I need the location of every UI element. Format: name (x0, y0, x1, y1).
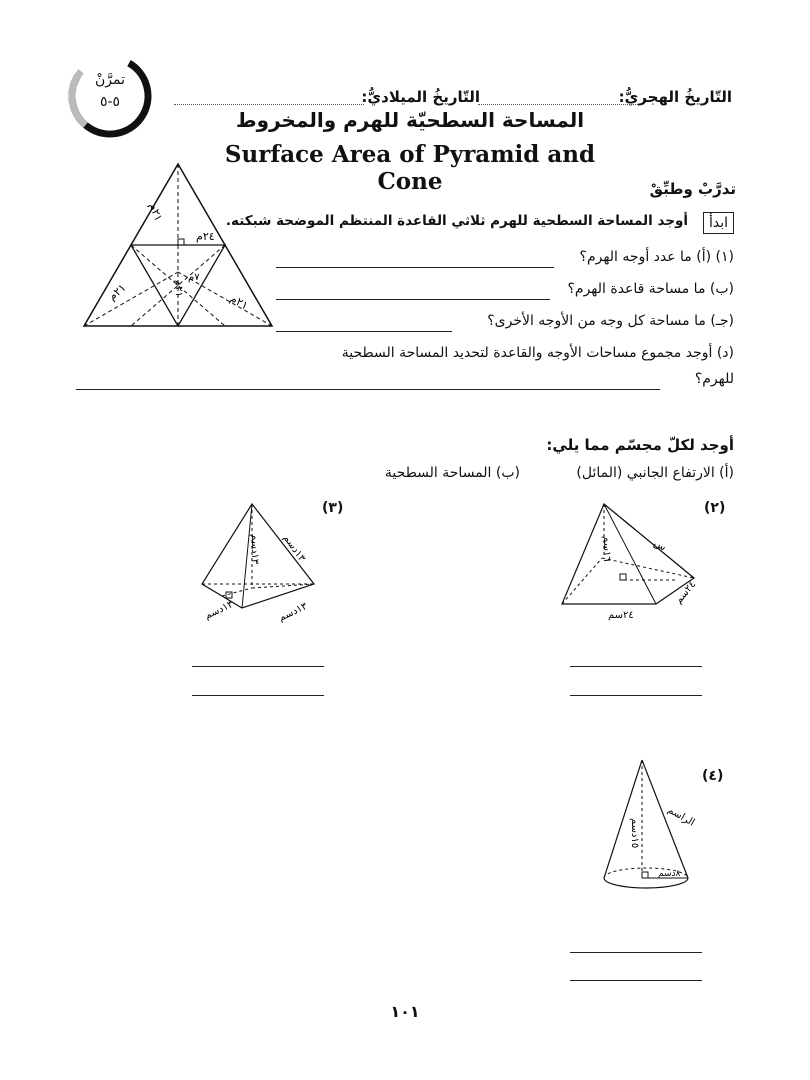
gregorian-date-label: التّاريخُ الميلاديُّ: (361, 88, 480, 106)
fig4-radius-label: ٨دسم (658, 869, 681, 879)
badge-title: تمرَّنْ (95, 72, 125, 88)
answer-line-1c[interactable] (276, 331, 452, 332)
net-label-5: ٢١م (173, 280, 184, 297)
fig4-answer-line-b[interactable] (570, 980, 702, 981)
fig2-slant-label: س (651, 537, 668, 554)
fig2-square-pyramid (556, 500, 702, 624)
question-1a: (١) (أ) ما عدد أوجه الهرم؟ (579, 249, 734, 265)
fig4-height-label: ١٥دسم (629, 818, 640, 849)
exercise-badge (66, 52, 154, 140)
answer-line-1b[interactable] (276, 299, 550, 300)
pyramid-net-figure (80, 160, 276, 332)
fig3-triangular-pyramid (196, 500, 332, 626)
fig4-cone (596, 756, 706, 896)
fig3-answer-line-a[interactable] (192, 666, 324, 667)
net-dash-3 (84, 272, 178, 326)
fig3-height-label: ١٣دسم (249, 534, 260, 565)
fig3-edge2-label: ١٣دسم (203, 598, 236, 622)
fig3-edge3-label: ١٣دسم (277, 600, 310, 624)
net-label-1: ٢١م (146, 201, 166, 224)
start-box: ابدأ (703, 212, 734, 234)
fig4-apex-label: الراسم (665, 804, 697, 829)
fig3-number: (٣) (322, 500, 344, 516)
fig2-answer-line-b[interactable] (570, 695, 702, 696)
net-label-6: ٧م (188, 272, 200, 283)
fig4-answer-line-a[interactable] (570, 952, 702, 953)
fig2-height-label: ١٦سم (601, 536, 612, 562)
question-1d: (د) أوجد مجموع مساحات الأوجه والقاعدة لتحديد المساحة السطحية (341, 345, 734, 361)
gregorian-date-field[interactable] (174, 104, 364, 105)
right-angle-mark (178, 239, 184, 245)
question-1d-cont: للهرم؟ (694, 371, 734, 387)
answer-line-1a[interactable] (276, 267, 554, 268)
start-instruction: أوجد المساحة السطحية للهرم ثلاثي القاعدة المنتظم الموضحة شبكته. (225, 213, 688, 229)
fig2-answer-line-a[interactable] (570, 666, 702, 667)
fig2-side2-label: ٢٤سم (673, 579, 699, 606)
question-1c: (جـ) ما مساحة كل وجه من الأوجه الأخرى؟ (487, 313, 734, 329)
section2-heading: أوجد لكلّ مجسّم مما يلي: (546, 436, 734, 454)
hijri-date-label: التّاريخُ الهجريُّ: (618, 88, 732, 106)
answer-line-1d[interactable] (76, 389, 660, 390)
page-title-english: Surface Area of Pyramid and Cone (224, 141, 596, 195)
fig3-edge1-label: ١٣دسم (280, 532, 308, 564)
fig4-number: (٤) (702, 768, 724, 784)
fig3-answer-line-b[interactable] (192, 695, 324, 696)
net-label-2: ٢٤م (196, 230, 215, 243)
question-1b: (ب) ما مساحة قاعدة الهرم؟ (567, 281, 734, 297)
hijri-date-field[interactable] (478, 104, 638, 105)
net-label-4: ٢١م (227, 291, 251, 313)
fig2-side1-label: ٢٤سم (608, 610, 634, 621)
page-title-arabic: المساحة السطحيّة للهرم والمخروط (235, 108, 585, 132)
section2-part-a: (أ) الارتفاع الجانبي (المائل) (576, 465, 734, 481)
page-number: ١٠١ (390, 1002, 420, 1021)
badge-number: ٥-٥ (99, 94, 121, 110)
section2-part-b: (ب) المساحة السطحية (384, 465, 520, 481)
net-label-3: ٢١م (105, 281, 129, 304)
practice-heading: تدرَّبْ وطبِّقْ (649, 180, 736, 198)
fig2-number: (٢) (704, 500, 726, 516)
